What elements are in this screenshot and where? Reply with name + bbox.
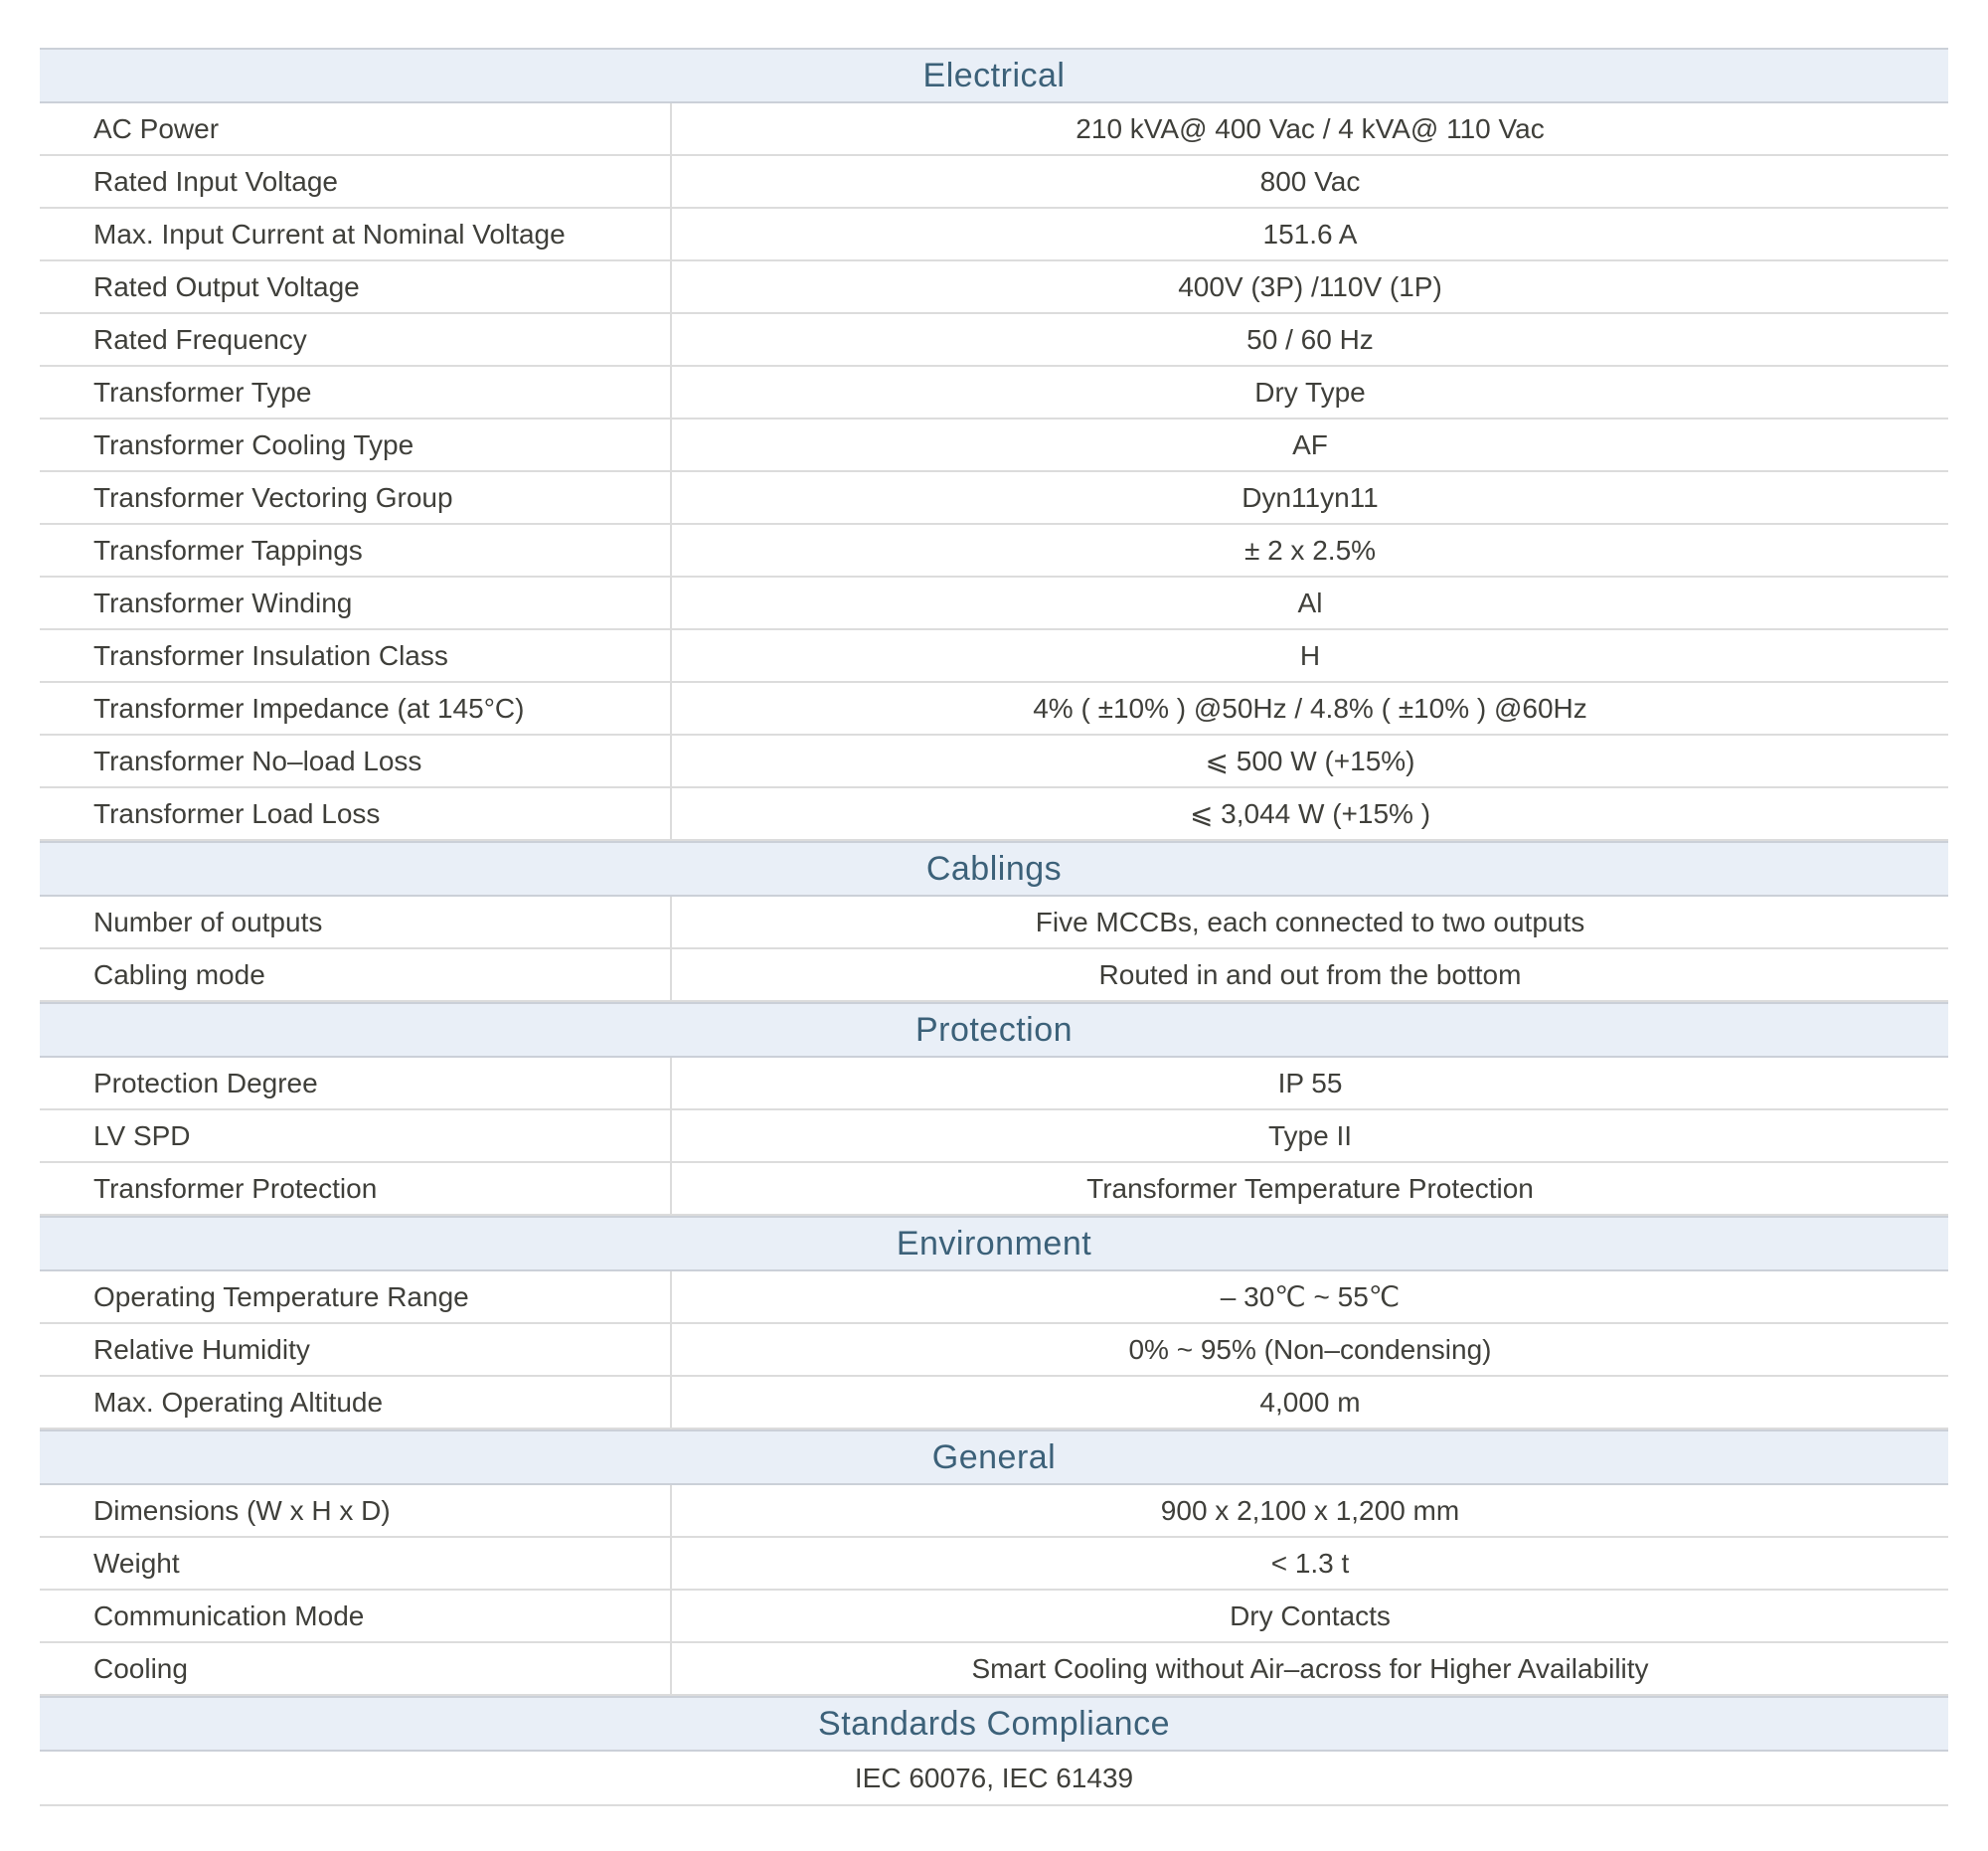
row-value: – 30℃ ~ 55℃ — [1220, 1281, 1401, 1312]
spec-row-transformer-impedance-at-145-c — [40, 683, 1948, 736]
spec-row-rated-input-voltage — [40, 156, 1948, 209]
spec-row-max-input-current-at-nominal-voltage — [40, 209, 1948, 261]
spec-row-transformer-tappings — [40, 525, 1948, 578]
row-label: Rated Input Voltage — [40, 156, 672, 207]
spec-row-ac-power — [40, 103, 1948, 156]
row-value: Dry Contacts — [1230, 1599, 1391, 1631]
row-label: Max. Input Current at Nominal Voltage — [40, 209, 672, 259]
spec-row-cooling — [40, 1643, 1948, 1696]
row-value: H — [1299, 639, 1321, 671]
spec-table — [40, 48, 1948, 1806]
spec-row-relative-humidity — [40, 1324, 1948, 1377]
row-value: < 1.3 t — [1270, 1547, 1350, 1579]
row-label: Transformer Protection — [40, 1163, 672, 1214]
spec-row-transformer-type — [40, 367, 1948, 420]
spec-row-transformer-winding — [40, 578, 1948, 630]
row-label: Transformer Load Loss — [40, 788, 672, 839]
row-value: Smart Cooling without Air–across for Higher Availability — [971, 1652, 1649, 1684]
spec-row-communication-mode — [40, 1591, 1948, 1643]
row-label: Rated Frequency — [40, 314, 672, 365]
row-value: 900 x 2,100 x 1,200 mm — [1160, 1494, 1460, 1526]
row-value: ⩽ 500 W (+15%) — [1205, 746, 1415, 776]
spec-row-lv-spd — [40, 1110, 1948, 1163]
spec-row-transformer-insulation-class — [40, 630, 1948, 683]
row-value: 800 Vac — [1259, 165, 1361, 197]
spec-row-dimensions-w-x-h-x-d — [40, 1485, 1948, 1538]
row-label: AC Power — [40, 103, 672, 154]
section-header-standards-compliance: Standards Compliance — [40, 1696, 1948, 1752]
row-value: 4% ( ±10% ) @50Hz / 4.8% ( ±10% ) @60Hz — [1033, 692, 1587, 724]
row-value: Five MCCBs, each connected to two outputs — [1035, 906, 1585, 937]
spec-row-rated-frequency — [40, 314, 1948, 367]
section-header-electrical: Electrical — [40, 48, 1948, 103]
row-value: Transformer Temperature Protection — [1086, 1172, 1534, 1204]
row-value: 210 kVA@ 400 Vac / 4 kVA@ 110 Vac — [1076, 112, 1545, 144]
row-label: Transformer Type — [40, 367, 672, 418]
row-value: AF — [1292, 428, 1328, 460]
row-label: Transformer Cooling Type — [40, 420, 672, 470]
spec-row-max-operating-altitude — [40, 1377, 1948, 1430]
row-value: 151.6 A — [1262, 218, 1358, 250]
spec-row-weight — [40, 1538, 1948, 1591]
spec-row-number-of-outputs — [40, 897, 1948, 949]
spec-row-rated-output-voltage — [40, 261, 1948, 314]
full-width-value-row: IEC 60076, IEC 61439 — [40, 1752, 1948, 1806]
row-label: Cooling — [40, 1643, 672, 1694]
spec-row-transformer-protection — [40, 1163, 1948, 1216]
row-label: Transformer Tappings — [40, 525, 672, 576]
row-label: Dimensions (W x H x D) — [40, 1485, 672, 1536]
row-label: Rated Output Voltage — [40, 261, 672, 312]
row-value: IP 55 — [1277, 1067, 1343, 1098]
row-value: Routed in and out from the bottom — [1098, 958, 1522, 990]
row-label: Max. Operating Altitude — [40, 1377, 672, 1428]
row-label: Number of outputs — [40, 897, 672, 947]
section-header-environment: Environment — [40, 1216, 1948, 1271]
spec-row-transformer-no-load-loss — [40, 736, 1948, 788]
spec-row-cabling-mode — [40, 949, 1948, 1002]
row-label: Transformer Impedance (at 145°C) — [40, 683, 672, 734]
spec-row-protection-degree — [40, 1058, 1948, 1110]
row-value: Dry Type — [1254, 376, 1366, 408]
row-label: Operating Temperature Range — [40, 1271, 672, 1322]
row-label: Weight — [40, 1538, 672, 1589]
spec-row-transformer-load-loss — [40, 788, 1948, 841]
row-value: ± 2 x 2.5% — [1243, 534, 1377, 566]
row-value: 400V (3P) /110V (1P) — [1178, 270, 1442, 302]
row-value: 4,000 m — [1259, 1386, 1361, 1418]
row-label: Transformer Winding — [40, 578, 672, 628]
row-label: Transformer Insulation Class — [40, 630, 672, 681]
spec-row-transformer-cooling-type — [40, 420, 1948, 472]
section-header-protection: Protection — [40, 1002, 1948, 1058]
spec-row-transformer-vectoring-group — [40, 472, 1948, 525]
row-label: Transformer Vectoring Group — [40, 472, 672, 523]
row-label: Cabling mode — [40, 949, 672, 1000]
section-header-general: General — [40, 1430, 1948, 1485]
row-value: ⩽ 3,044 W (+15% ) — [1189, 798, 1431, 829]
row-value: 50 / 60 Hz — [1246, 323, 1374, 355]
section-header-cablings: Cablings — [40, 841, 1948, 897]
row-value: Type II — [1267, 1119, 1353, 1151]
row-label: Relative Humidity — [40, 1324, 672, 1375]
row-value: Dyn11yn11 — [1242, 481, 1379, 513]
row-label: Communication Mode — [40, 1591, 672, 1641]
row-label: Transformer No–load Loss — [40, 736, 672, 786]
row-label: Protection Degree — [40, 1058, 672, 1108]
row-value: 0% ~ 95% (Non–condensing) — [1128, 1333, 1492, 1365]
row-value: Al — [1297, 587, 1323, 618]
spec-row-operating-temperature-range — [40, 1271, 1948, 1324]
row-label: LV SPD — [40, 1110, 672, 1161]
